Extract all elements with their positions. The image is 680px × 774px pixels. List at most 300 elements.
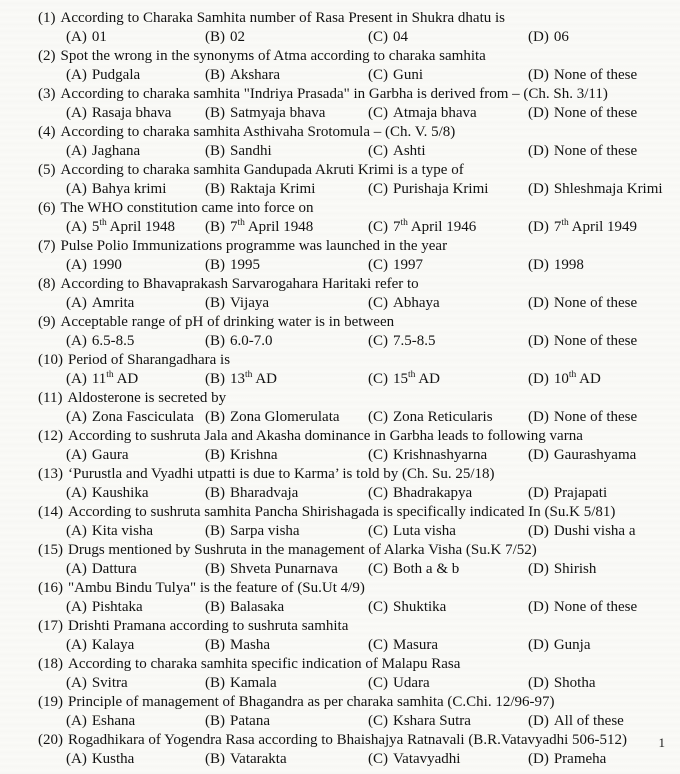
option-b	[205, 256, 368, 275]
option-a-letter: (A)	[66, 181, 87, 197]
option-d-text: None of these	[553, 295, 638, 311]
option-b	[205, 142, 368, 161]
options-row	[0, 484, 680, 503]
option-c-text: Bhadrakapya	[393, 485, 473, 501]
option-c	[368, 712, 528, 731]
option-b-text: Vatarakta	[230, 751, 287, 767]
options-row	[0, 256, 680, 275]
question-text: Drugs mentioned by Sushruta in the management of Alarka Visha (Su.K 7/52)	[68, 542, 537, 558]
option-a	[66, 28, 205, 47]
option-b-text: Vijaya	[230, 295, 270, 311]
option-c-letter: (C)	[368, 143, 388, 159]
options-row	[0, 180, 680, 199]
option-b-text: 7th April 1948	[230, 218, 314, 235]
option-c-text: Zona Reticularis	[393, 409, 493, 425]
question-text: The WHO constitution came into force on	[60, 200, 314, 216]
question-line	[0, 199, 680, 218]
question-item	[0, 85, 680, 123]
question-item	[0, 541, 680, 579]
option-b-letter: (B)	[205, 409, 225, 425]
option-a	[66, 598, 205, 617]
question-item	[0, 351, 680, 389]
option-b	[205, 66, 368, 85]
option-a-text: Amrita	[91, 295, 135, 311]
option-c-text: 7.5-8.5	[393, 333, 436, 349]
option-a-text: 1990	[91, 257, 122, 273]
option-a	[66, 712, 205, 731]
option-b-text: Satmyaja bhava	[230, 105, 326, 121]
option-a	[66, 256, 205, 275]
option-b-text: Shveta Punarnava	[230, 561, 338, 577]
option-d	[528, 142, 680, 161]
option-b-text: Balasaka	[230, 599, 285, 615]
question-text: Period of Sharangadhara is	[68, 352, 231, 368]
option-c-letter: (C)	[368, 29, 388, 45]
question-item	[0, 313, 680, 351]
options-row	[0, 104, 680, 123]
options-row	[0, 218, 680, 237]
option-a-text: Gaura	[91, 447, 129, 463]
option-b	[205, 750, 368, 769]
option-a-text: Rasaja bhava	[91, 105, 172, 121]
option-c-letter: (C)	[368, 713, 388, 729]
option-c-text: 1997	[393, 257, 423, 273]
option-d-letter: (D)	[528, 371, 549, 387]
option-d-text: Shirish	[553, 561, 597, 577]
question-line	[0, 541, 680, 560]
option-d	[528, 294, 680, 313]
option-b-letter: (B)	[205, 67, 225, 83]
question-item	[0, 123, 680, 161]
question-number: (20)	[38, 732, 63, 748]
option-a-letter: (A)	[66, 29, 87, 45]
option-d-letter: (D)	[528, 257, 549, 273]
option-c-letter: (C)	[368, 523, 388, 539]
option-c-letter: (C)	[368, 599, 388, 615]
question-line	[0, 465, 680, 484]
option-d	[528, 750, 680, 769]
option-b-text: Kamala	[230, 675, 277, 691]
option-c	[368, 332, 528, 351]
question-item	[0, 617, 680, 655]
option-b-text: 1995	[230, 257, 260, 273]
option-b-letter: (B)	[205, 371, 225, 387]
option-d-letter: (D)	[528, 333, 549, 349]
option-a-letter: (A)	[66, 219, 87, 235]
option-c-text: Vatavyadhi	[393, 751, 461, 767]
option-c-text: Purishaja Krimi	[393, 181, 489, 197]
question-text: According to sushruta Jala and Akasha dominance in Garbha leads to following varna	[68, 428, 583, 444]
question-item	[0, 389, 680, 427]
option-b-text: Zona Glomerulata	[230, 409, 340, 425]
option-b-text: 02	[230, 29, 245, 45]
option-b	[205, 218, 368, 237]
question-number: (11)	[38, 390, 63, 406]
option-c	[368, 294, 528, 313]
option-d-letter: (D)	[528, 105, 549, 121]
option-d-letter: (D)	[528, 751, 549, 767]
option-c	[368, 408, 528, 427]
option-d-text: Shleshmaja Krimi	[553, 181, 663, 197]
option-b	[205, 180, 368, 199]
option-a-letter: (A)	[66, 675, 87, 691]
option-d-letter: (D)	[528, 713, 549, 729]
option-c	[368, 218, 528, 237]
question-number: (9)	[38, 314, 56, 330]
option-d-text: None of these	[553, 409, 638, 425]
option-c-text: Ashti	[393, 143, 426, 159]
option-a	[66, 636, 205, 655]
option-a-text: Svitra	[91, 675, 128, 691]
option-d-letter: (D)	[528, 295, 549, 311]
option-d	[528, 484, 680, 503]
option-b-letter: (B)	[205, 713, 225, 729]
option-b-text: 13th AD	[230, 370, 277, 387]
question-text: According to charaka samhita Asthivaha Srotomula – (Ch. V. 5/8)	[60, 124, 456, 140]
question-line	[0, 731, 680, 750]
option-d	[528, 104, 680, 123]
option-a-text: 01	[91, 29, 107, 45]
option-c-text: Atmaja bhava	[393, 105, 477, 121]
option-b-letter: (B)	[205, 561, 225, 577]
option-b-letter: (B)	[205, 523, 225, 539]
option-d	[528, 66, 680, 85]
option-c-text: Abhaya	[393, 295, 440, 311]
question-number: (14)	[38, 504, 63, 520]
option-d-text: None of these	[553, 599, 638, 615]
option-a	[66, 408, 205, 427]
option-d	[528, 522, 680, 541]
option-d-text: None of these	[553, 67, 638, 83]
option-a-letter: (A)	[66, 295, 87, 311]
option-a-letter: (A)	[66, 713, 87, 729]
option-a-text: Pishtaka	[91, 599, 143, 615]
option-b-text: Masha	[230, 637, 270, 653]
question-text: According to charaka samhita Gandupada Akruti Krimi is a type of	[60, 162, 464, 178]
option-d-letter: (D)	[528, 29, 549, 45]
option-a	[66, 142, 205, 161]
option-c-text: 15th AD	[393, 370, 440, 387]
option-a-text: Eshana	[91, 713, 136, 729]
option-d-text: 7th April 1949	[553, 218, 638, 235]
question-text: Principle of management of Bhagandra as per charaka samhita (C.Chi. 12/96-97)	[68, 694, 555, 710]
question-text: According to charaka samhita specific indication of Malapu Rasa	[68, 656, 461, 672]
option-c	[368, 750, 528, 769]
option-a	[66, 522, 205, 541]
option-b	[205, 484, 368, 503]
question-text: Acceptable range of pH of drinking water is in between	[60, 314, 395, 330]
option-c-text: Luta visha	[393, 523, 456, 539]
options-row	[0, 294, 680, 313]
options-row	[0, 674, 680, 693]
question-item	[0, 427, 680, 465]
option-d-text: None of these	[553, 333, 638, 349]
option-d-text: Prameha	[553, 751, 607, 767]
option-b	[205, 560, 368, 579]
question-line	[0, 9, 680, 28]
option-a-text: Bahya krimi	[91, 181, 167, 197]
option-d	[528, 446, 680, 465]
option-d	[528, 712, 680, 731]
question-text: Pulse Polio Immunizations programme was launched in the year	[60, 238, 448, 254]
question-text: According to Charaka Samhita number of Rasa Present in Shukra dhatu is	[60, 10, 505, 26]
question-number: (18)	[38, 656, 63, 672]
option-d-letter: (D)	[528, 561, 549, 577]
option-c-text: Krishnashyarna	[393, 447, 488, 463]
option-d-letter: (D)	[528, 447, 549, 463]
option-a-letter: (A)	[66, 333, 87, 349]
question-text: According to Bhavaprakash Sarvarogahara Haritaki refer to	[60, 276, 419, 292]
question-number: (15)	[38, 542, 63, 558]
question-item	[0, 199, 680, 237]
option-a	[66, 180, 205, 199]
option-d-text: 1998	[553, 257, 584, 273]
question-text: "Ambu Bindu Tulya" is the feature of (Su.Ut 4/9)	[68, 580, 365, 596]
option-b-text: Raktaja Krimi	[230, 181, 316, 197]
option-b-letter: (B)	[205, 29, 225, 45]
question-line	[0, 237, 680, 256]
question-item	[0, 237, 680, 275]
option-d-text: Prajapati	[553, 485, 608, 501]
option-d	[528, 28, 680, 47]
option-c	[368, 370, 528, 389]
question-number: (4)	[38, 124, 56, 140]
option-a-letter: (A)	[66, 447, 87, 463]
option-c	[368, 104, 528, 123]
option-a-text: Pudgala	[91, 67, 141, 83]
option-a-text: Jaghana	[91, 143, 141, 159]
option-c-text: Guni	[393, 67, 423, 83]
option-b-text: Patana	[230, 713, 270, 729]
option-b-text: Akshara	[230, 67, 280, 83]
option-b-letter: (B)	[205, 257, 225, 273]
option-a	[66, 446, 205, 465]
option-c-letter: (C)	[368, 561, 388, 577]
option-b	[205, 446, 368, 465]
question-number: (3)	[38, 86, 56, 102]
option-b-text: Sarpa visha	[230, 523, 300, 539]
options-row	[0, 712, 680, 731]
options-row	[0, 66, 680, 85]
question-line	[0, 161, 680, 180]
option-b	[205, 712, 368, 731]
option-c-text: Both a & b	[393, 561, 460, 577]
option-c-letter: (C)	[368, 371, 388, 387]
option-b-letter: (B)	[205, 295, 225, 311]
options-row	[0, 560, 680, 579]
option-c	[368, 446, 528, 465]
option-c	[368, 256, 528, 275]
options-row	[0, 370, 680, 389]
option-a	[66, 66, 205, 85]
option-c	[368, 142, 528, 161]
option-d	[528, 408, 680, 427]
option-b-text: Bharadvaja	[230, 485, 299, 501]
question-line	[0, 389, 680, 408]
option-d-letter: (D)	[528, 67, 549, 83]
question-line	[0, 503, 680, 522]
option-d	[528, 256, 680, 275]
options-row	[0, 332, 680, 351]
question-number: (8)	[38, 276, 56, 292]
question-item	[0, 47, 680, 85]
option-a-letter: (A)	[66, 143, 87, 159]
option-c-letter: (C)	[368, 637, 388, 653]
question-item	[0, 503, 680, 541]
options-row	[0, 750, 680, 769]
question-number: (17)	[38, 618, 63, 634]
question-number: (7)	[38, 238, 56, 254]
option-a-letter: (A)	[66, 409, 87, 425]
option-b	[205, 408, 368, 427]
option-c-letter: (C)	[368, 751, 388, 767]
option-d-text: None of these	[553, 143, 638, 159]
question-text: ‘Purustla and Vyadhi utpatti is due to Karma’ is told by (Ch. Su. 25/18)	[68, 466, 495, 482]
option-d-letter: (D)	[528, 523, 549, 539]
option-c-letter: (C)	[368, 67, 388, 83]
option-c	[368, 66, 528, 85]
option-c-letter: (C)	[368, 675, 388, 691]
page-number: 1	[658, 735, 665, 750]
option-a-text: 11th AD	[91, 370, 139, 387]
option-c-letter: (C)	[368, 333, 388, 349]
option-b-letter: (B)	[205, 637, 225, 653]
option-a-letter: (A)	[66, 637, 87, 653]
option-d-text: Shotha	[553, 675, 596, 691]
option-a-text: 6.5-8.5	[91, 333, 135, 349]
question-item	[0, 579, 680, 617]
question-number: (19)	[38, 694, 63, 710]
option-b	[205, 674, 368, 693]
question-text: According to sushruta samhita Pancha Shirishagada is specifically indicated In (Su.K 5/81)	[68, 504, 616, 520]
question-number: (2)	[38, 48, 56, 64]
option-c	[368, 180, 528, 199]
option-a	[66, 750, 205, 769]
option-d	[528, 560, 680, 579]
question-item	[0, 9, 680, 47]
option-a-text: Kaushika	[91, 485, 149, 501]
option-b-letter: (B)	[205, 751, 225, 767]
question-item	[0, 465, 680, 503]
options-row	[0, 446, 680, 465]
option-b	[205, 104, 368, 123]
option-a	[66, 560, 205, 579]
question-line	[0, 579, 680, 598]
question-number: (5)	[38, 162, 56, 178]
option-d-letter: (D)	[528, 219, 549, 235]
options-row	[0, 408, 680, 427]
option-d-letter: (D)	[528, 409, 549, 425]
option-b-letter: (B)	[205, 143, 225, 159]
option-c-text: Udara	[393, 675, 430, 691]
option-a	[66, 370, 205, 389]
options-row	[0, 28, 680, 47]
option-c	[368, 674, 528, 693]
option-b-text: Sandhi	[230, 143, 272, 159]
option-c	[368, 598, 528, 617]
option-c-letter: (C)	[368, 485, 388, 501]
question-line	[0, 85, 680, 104]
questions-list	[0, 9, 680, 769]
question-line	[0, 123, 680, 142]
option-d-text: None of these	[553, 105, 638, 121]
option-b	[205, 370, 368, 389]
option-c-letter: (C)	[368, 447, 388, 463]
option-c	[368, 636, 528, 655]
option-d-letter: (D)	[528, 143, 549, 159]
option-b-text: Krishna	[230, 447, 278, 463]
option-b	[205, 598, 368, 617]
options-row	[0, 636, 680, 655]
option-a-text: Kustha	[91, 751, 135, 767]
question-number: (16)	[38, 580, 63, 596]
option-d-letter: (D)	[528, 599, 549, 615]
option-c-letter: (C)	[368, 295, 388, 311]
option-d-text: 10th AD	[553, 370, 601, 387]
option-c-letter: (C)	[368, 181, 388, 197]
question-text: Spot the wrong in the synonyms of Atma according to charaka samhita	[60, 48, 486, 64]
option-a-letter: (A)	[66, 257, 87, 273]
option-d-letter: (D)	[528, 181, 549, 197]
option-b-letter: (B)	[205, 181, 225, 197]
option-d	[528, 332, 680, 351]
options-row	[0, 522, 680, 541]
option-c-text: Kshara Sutra	[393, 713, 471, 729]
question-number: (6)	[38, 200, 56, 216]
option-a-text: Kita visha	[91, 523, 154, 539]
question-text: Aldosterone is secreted by	[67, 390, 227, 406]
option-a-text: Zona Fasciculata	[91, 409, 194, 425]
option-a	[66, 674, 205, 693]
question-item	[0, 655, 680, 693]
question-item	[0, 161, 680, 199]
option-a	[66, 332, 205, 351]
question-line	[0, 427, 680, 446]
option-c-text: Masura	[393, 637, 438, 653]
option-c	[368, 28, 528, 47]
option-b	[205, 522, 368, 541]
option-b-letter: (B)	[205, 599, 225, 615]
option-a-letter: (A)	[66, 523, 87, 539]
option-a-text: 5th April 1948	[91, 218, 176, 235]
option-d-text: Gunja	[553, 637, 591, 653]
option-a-text: Dattura	[91, 561, 137, 577]
question-line	[0, 313, 680, 332]
option-c-text: 04	[393, 29, 408, 45]
option-c-letter: (C)	[368, 219, 388, 235]
option-a-text: Kalaya	[91, 637, 135, 653]
option-c	[368, 522, 528, 541]
option-a-letter: (A)	[66, 371, 87, 387]
option-b	[205, 332, 368, 351]
option-b-letter: (B)	[205, 447, 225, 463]
options-row	[0, 142, 680, 161]
option-b-letter: (B)	[205, 675, 225, 691]
question-item	[0, 731, 680, 769]
option-d	[528, 598, 680, 617]
option-b-letter: (B)	[205, 485, 225, 501]
option-a	[66, 218, 205, 237]
option-b	[205, 294, 368, 313]
option-d	[528, 674, 680, 693]
option-b-letter: (B)	[205, 333, 225, 349]
option-a-letter: (A)	[66, 485, 87, 501]
option-d	[528, 180, 680, 199]
option-a	[66, 104, 205, 123]
option-d-letter: (D)	[528, 675, 549, 691]
option-a-letter: (A)	[66, 599, 87, 615]
option-a-letter: (A)	[66, 67, 87, 83]
